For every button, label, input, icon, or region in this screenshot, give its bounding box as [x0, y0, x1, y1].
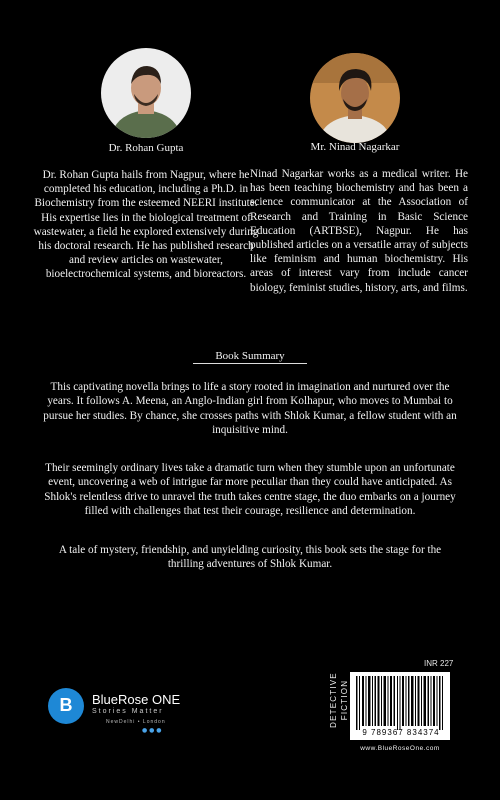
publisher-website: www.BlueRoseOne.com [360, 745, 440, 752]
barcode-bars [350, 674, 450, 730]
author-bio-rohan-gupta: Dr. Rohan Gupta hails from Nagpur, where he completed his education, including a Ph.D. in Biochemistry from the esteemed NEERI institute. His expertise lies in the biological treatment of wastewater, a field he explored extensively during his doctoral research. He has published research and review articles on wastewater, bioelectrochemical systems, and bioreactors. [33, 169, 259, 281]
author-name-ninad-nagarkar: Mr. Ninad Nagarkar [310, 141, 400, 153]
summary-paragraph-1: This captivating novella brings to life a story rooted in imagination and nurtured over the years. It follows A. Meena, an Anglo-Indian girl from Kolhapur, who moves to Mumbai to pursue her studies. By chance, she crosses paths with Shlok Kumar, a fellow student with an inquisitive mind. [43, 381, 457, 437]
author-photo-ninad-nagarkar [310, 53, 400, 143]
book-summary-heading [0, 350, 500, 364]
logo-letter: B [59, 695, 73, 715]
genre-line-1: DETECTIVE [329, 672, 338, 728]
summary-paragraph-2: Their seemingly ordinary lives take a dramatic turn when they stumble upon an unfortunate event, uncovering a web of intrigue far more peculiar than they could have anticipated. As Shlok's relentless drive to unravel the truth takes centre stage, the duo embarks on a journey filled with challenges that test their courage, resilience and determination. [44, 462, 456, 518]
price-label: INR 227 [424, 659, 454, 668]
genre-line-2: FICTION [340, 679, 349, 721]
author-photo-rohan-gupta [101, 48, 191, 138]
publisher-tagline: Stories Matter [92, 708, 164, 715]
author-name-rohan-gupta: Dr. Rohan Gupta [108, 142, 184, 154]
book-summary-heading-text: Book Summary [193, 350, 306, 364]
publisher-locations: NewDelhi • London [106, 719, 166, 725]
author-bio-ninad-nagarkar: Ninad Nagarkar works as a medical writer. He has been teaching biochemistry and has been a science communicator at the Association of Research and Training in Basic Science Education (ARTBSE), Nagpur. He has published articles on a versatile array of subjects like feminism and human biochemistry. His areas of interest vary from include cancer biology, feminist studies, history, arts, and films. [250, 168, 468, 294]
summary-paragraph-3: A tale of mystery, friendship, and unyielding curiosity, this book sets the stage for the thrilling adventures of Shlok Kumar. [58, 544, 442, 571]
social-icons: ● ● ● [142, 727, 162, 734]
publisher-name: BlueRose ONE [92, 692, 181, 707]
publisher-logo-icon [48, 688, 84, 724]
isbn-number: 9 789367 834374 [362, 728, 440, 737]
